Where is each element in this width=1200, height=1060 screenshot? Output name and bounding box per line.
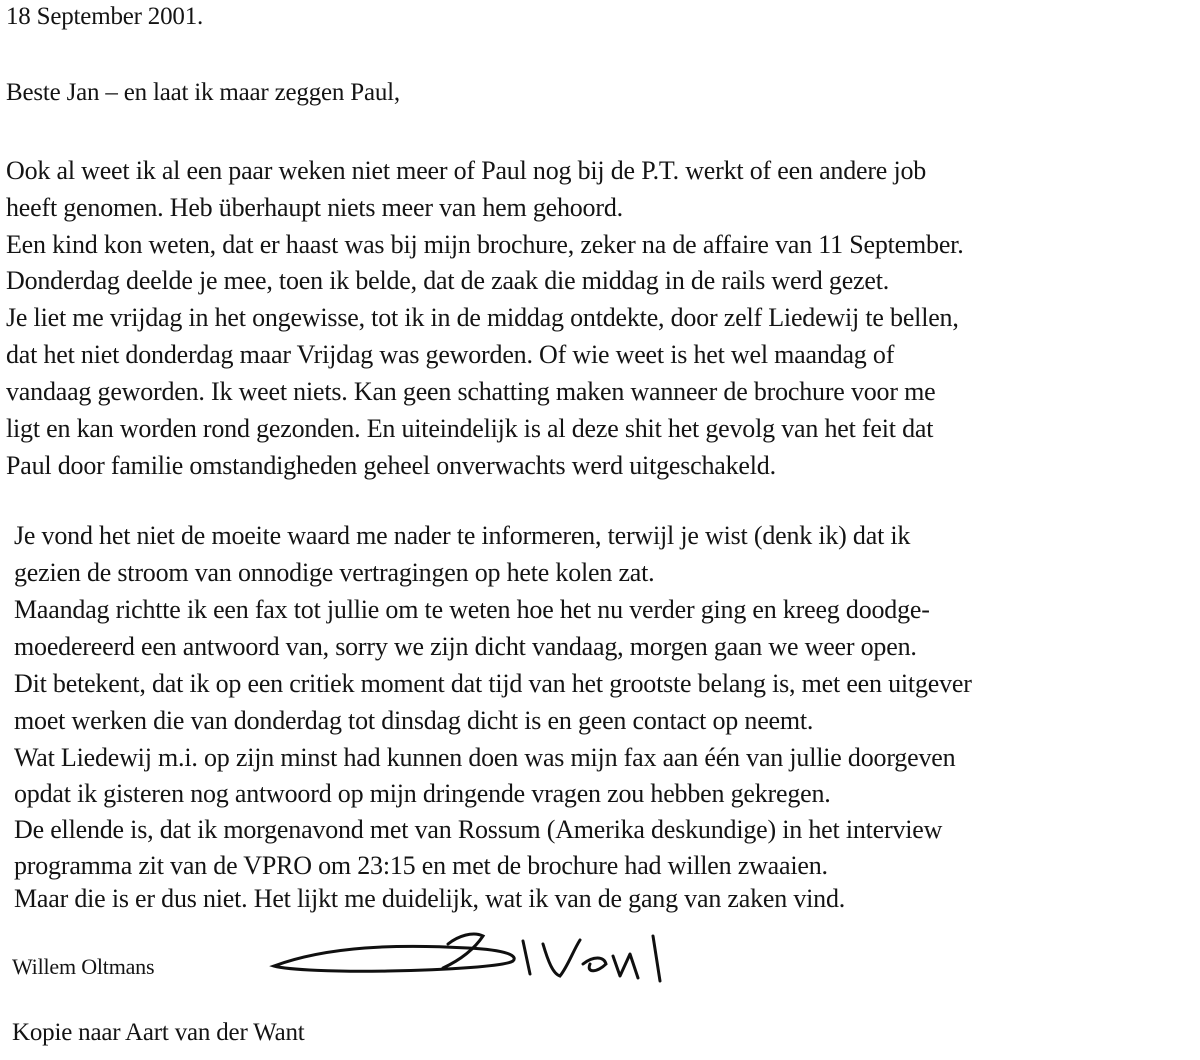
paragraph-2-line: opdat ik gisteren nog antwoord op mijn dringende vragen zou hebben gekregen.	[14, 779, 831, 808]
sender-name: Willem Oltmans	[12, 954, 155, 979]
carbon-copy-line: Kopie naar Aart van der Want	[12, 1019, 305, 1046]
paragraph-2-line: Dit betekent, dat ik op een critiek moment dat tijd van het grootste belang is, met een uitgever	[14, 669, 972, 698]
paragraph-2-line: De ellende is, dat ik morgenavond met van Rossum (Amerika deskundige) in het interview	[14, 815, 943, 844]
paragraph-1-line: Je liet me vrijdag in het ongewisse, tot ik in de middag ontdekte, door zelf Liedewij te bellen,	[6, 303, 959, 332]
paragraph-2-line: moedereerd een antwoord van, sorry we zijn dicht vandaag, morgen gaan we weer open.	[14, 632, 917, 661]
paragraph-2-line: gezien de stroom van onnodige vertragingen op hete kolen zat.	[14, 558, 655, 587]
paragraph-1-line: dat het niet donderdag maar Vrijdag was geworden. Of wie weet is het wel maandag of	[6, 340, 895, 369]
letter-salutation: Beste Jan – en laat ik maar zeggen Paul,	[6, 79, 400, 106]
paragraph-1-line: vandaag geworden. Ik weet niets. Kan geen schatting maken wanneer de brochure voor me	[6, 377, 936, 406]
paragraph-2-line: programma zit van de VPRO om 23:15 en met de brochure had willen zwaaien.	[14, 851, 828, 880]
paragraph-1-line: Ook al weet ik al een paar weken niet meer of Paul nog bij de P.T. werkt of een andere job	[6, 156, 927, 185]
paragraph-1-line: Donderdag deelde je mee, toen ik belde, dat de zaak die middag in de rails werd gezet.	[6, 266, 890, 295]
paragraph-2-line: Wat Liedewij m.i. op zijn minst had kunnen doen was mijn fax aan één van jullie doorgeven	[14, 743, 956, 772]
paragraph-1-line: ligt en kan worden rond gezonden. En uiteindelijk is al deze shit het gevolg van het feit dat	[6, 414, 934, 443]
letter-date: 18 September 2001.	[6, 3, 204, 30]
paragraph-2-line: Maar die is er dus niet. Het lijkt me duidelijk, wat ik van de gang van zaken vind.	[14, 884, 846, 913]
paragraph-1-line: Een kind kon weten, dat er haast was bij mijn brochure, zeker na de affaire van 11 September.	[6, 230, 964, 259]
paragraph-2-line: Maandag richtte ik een fax tot jullie om te weten hoe het nu verder ging en kreeg doodge-	[14, 595, 930, 624]
paragraph-1-line: heeft genomen. Heb überhaupt niets meer van hem gehoord.	[6, 193, 623, 222]
paragraph-2-line: moet werken die van donderdag tot dinsdag dicht is en geen contact op neemt.	[14, 706, 814, 735]
handwritten-signature	[268, 926, 688, 996]
paragraph-2-line: Je vond het niet de moeite waard me nader te informeren, terwijl je wist (denk ik) dat ik	[14, 521, 911, 550]
paragraph-1-line: Paul door familie omstandigheden geheel onverwachts werd uitgeschakeld.	[6, 451, 776, 480]
